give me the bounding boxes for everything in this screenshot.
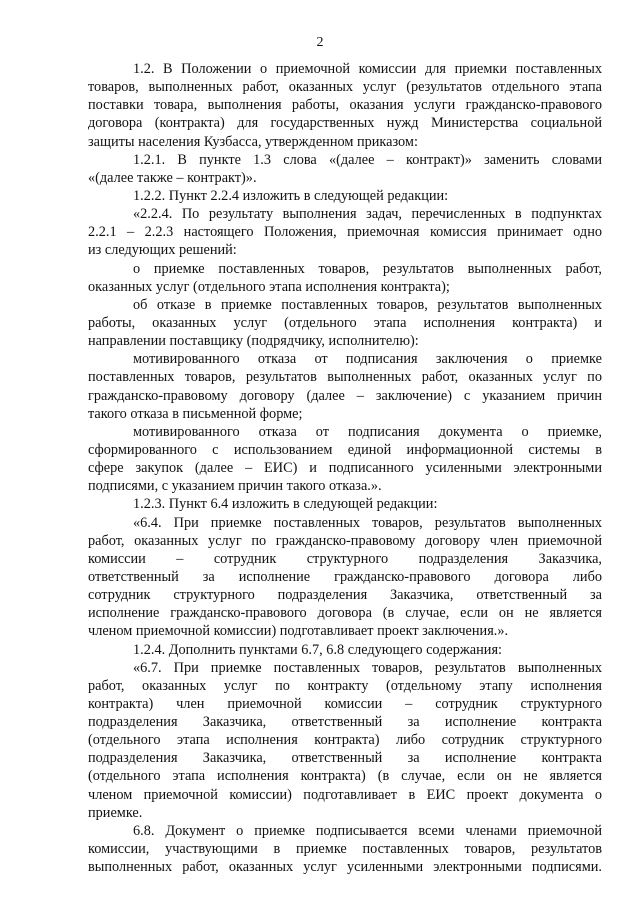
text-line: 6.8. Документ о приемке подписывается всеми членами приемочной (133, 822, 602, 839)
text-line: работы, оказанных услуг (отдельного этапа исполнения контракта) и (88, 314, 602, 331)
text-line: комиссии, участвующими в приемке поставленных товаров, результатов (88, 841, 602, 858)
text-line: 2.2.1 – 2.2.3 настоящего Положения, приемочная комиссия принимает одно (88, 224, 602, 241)
text-line: мотивированного отказа от подписания документа о приемке, (133, 423, 602, 440)
text-line: 1.2. В Положении о приемочной комиссии для приемки поставленных (133, 61, 602, 77)
text-line: гражданско-правовому договору (далее – заключение) с указанием причин (88, 387, 602, 404)
page-number: 2 (316, 35, 324, 50)
text-line: направлении поставщику (подрядчику, исполнителю): (88, 333, 419, 350)
text-line: договора (контракта) для государственных нужд Министерства социальной (88, 115, 602, 132)
text-line: «2.2.4. По результату выполнения задач, перечисленных в подпунктах (133, 206, 602, 223)
text-line: подразделения Заказчика, ответственный за исполнение контракта (88, 750, 602, 767)
text-line: 1.2.4. Дополнить пунктами 6.7, 6.8 следующего содержания: (133, 641, 502, 658)
document-body (88, 60, 602, 876)
text-line: защиты населения Кузбасса, утвержденном приказом: (88, 133, 418, 150)
text-line: оказанных услуг (отдельного этапа исполнения контракта); (88, 278, 450, 295)
text-line: товаров, выполненных работ, оказанных услуг (результатов отдельного этапа (88, 79, 602, 96)
text-line: сотрудник структурного подразделения Заказчика, ответственный за (88, 587, 602, 604)
text-line: подразделения Заказчика, ответственный за исполнение контракта (88, 714, 602, 731)
text-line: работ, оказанных услуг по гражданско-правовому договору член приемочной (88, 532, 602, 549)
text-line: подписями, с указанием причин такого отказа.». (88, 478, 382, 495)
text-line: комиссии – сотрудник структурного подразделения Заказчика, (88, 550, 602, 567)
text-line: поставленных товаров, результатов выполненных работ, оказанных услуг по (88, 369, 602, 386)
text-line: 1.2.2. Пункт 2.2.4 изложить в следующей редакции: (133, 187, 449, 204)
text-line: из следующих решений: (88, 242, 237, 259)
text-line: работ, оказанных услуг по контракту (отдельному этапу исполнения (88, 677, 602, 694)
text-line: о приемке поставленных товаров, результатов выполненных работ, (133, 260, 602, 277)
text-line: членом приемочной комиссии) подготавливает в ЕИС проект документа о (88, 786, 602, 803)
text-line: «6.4. При приемке поставленных товаров, результатов выполненных (133, 514, 602, 531)
text-line: контракта) член приемочной комиссии – сотрудник структурного (88, 695, 602, 712)
text-line: такого отказа в письменной форме; (88, 405, 303, 422)
text-line: «(далее также – контракт)». (88, 169, 257, 186)
text-line: 1.2.3. Пункт 6.4 изложить в следующей редакции: (133, 496, 438, 513)
text-line: сформированного с использованием единой информационной системы в (88, 441, 602, 458)
text-line: мотивированного отказа от подписания заключения о приемке (133, 351, 602, 368)
text-line: ответственный за исполнение гражданско-правового договора либо (88, 568, 602, 585)
text-line: (отдельного этапа исполнения контракта) либо сотрудник структурного (88, 732, 602, 749)
text-line: поставки товара, выполнения работы, оказания услуги гражданско-правового (88, 97, 602, 114)
text-line: об отказе в приемке поставленных товаров, результатов выполненных (133, 296, 602, 313)
text-line: 1.2.1. В пункте 1.3 слова «(далее – контракт)» заменить словами (133, 151, 602, 168)
text-line: сфере закупок (далее – ЕИС) и подписанного усиленными электронными (88, 460, 602, 477)
text-line: членом приемочной комиссии) подготавливает проект заключения.». (88, 623, 509, 640)
text-line: приемке. (88, 804, 143, 821)
text-line: «6.7. При приемке поставленных товаров, результатов выполненных (133, 659, 602, 676)
text-line: исполнение гражданско-правового договора (в случае, если он не является (88, 605, 602, 622)
text-line: (отдельного этапа исполнения контракта) (в случае, если он не является (88, 768, 602, 785)
text-line: выполненных работ, оказанных услуг усиленными электронными подписями. (88, 859, 602, 876)
